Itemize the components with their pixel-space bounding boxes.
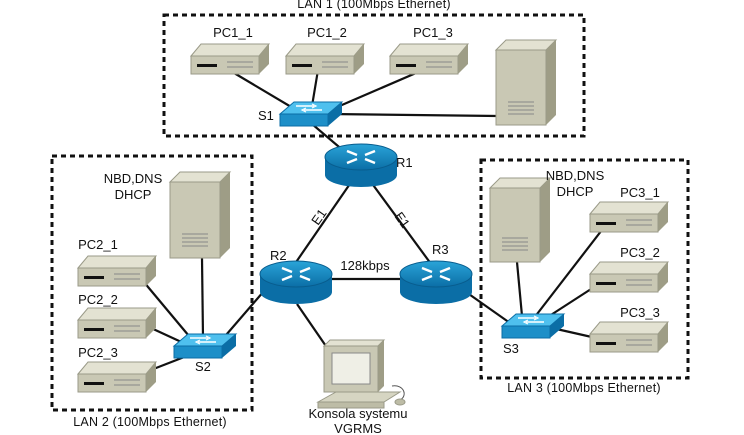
lan2-label: LAN 2 (100Mbps Ethernet): [73, 415, 227, 429]
server-lan2-label-line1: NBD,DNS: [103, 171, 163, 186]
router-r2-icon: [260, 261, 332, 304]
router-r3-icon: [400, 261, 472, 304]
switch-s2-label: S2: [195, 359, 211, 374]
pc2-3-label: PC2_3: [78, 345, 118, 360]
pc2-3-icon: [78, 362, 156, 392]
pc1-1-icon: [191, 44, 269, 74]
pc1-3-icon: [390, 44, 468, 74]
router-r1-icon: [325, 144, 397, 187]
pc3-2-label: PC3_2: [620, 245, 660, 260]
pc2-2-label: PC2_2: [78, 292, 118, 307]
console-label-line2: VGRMS: [334, 421, 382, 435]
switch-s1-label: S1: [258, 108, 274, 123]
pc1-2-label: PC1_2: [307, 25, 347, 40]
server-lan2-icon: [170, 172, 230, 258]
lan3-label: LAN 3 (100Mbps Ethernet): [507, 381, 661, 395]
console-label-line1: Konsola systemu: [308, 406, 408, 421]
server-lan1-icon: [496, 40, 556, 125]
link-r1-r3-label: E1: [391, 209, 413, 231]
switch-s3-icon: [502, 314, 564, 338]
switch-s1-icon: [280, 102, 342, 126]
pc2-1-label: PC2_1: [78, 237, 118, 252]
console-workstation-icon: [318, 340, 405, 408]
router-r2-label: R2: [270, 248, 287, 263]
pc3-3-icon: [590, 322, 668, 352]
router-r3-label: R3: [432, 242, 449, 257]
router-r1-label: R1: [396, 155, 413, 170]
pc1-2-icon: [286, 44, 364, 74]
pc2-2-icon: [78, 308, 156, 338]
pc2-1-icon: [78, 256, 156, 286]
pc1-3-label: PC1_3: [413, 25, 453, 40]
switch-s3-label: S3: [503, 341, 519, 356]
lan1-label: LAN 1 (100Mbps Ethernet): [297, 0, 451, 11]
link-r2-r3-label: 128kbps: [340, 258, 390, 273]
server-lan3-icon: [490, 178, 550, 262]
pc3-2-icon: [590, 262, 668, 292]
server-lan2-label-line2: DHCP: [114, 187, 152, 202]
switch-s2-icon: [174, 334, 236, 358]
link-r1-r2-label: E1: [308, 206, 330, 228]
server-lan3-label-line2: DHCP: [556, 184, 594, 199]
pc3-1-label: PC3_1: [620, 185, 660, 200]
server-lan3-label-line1: NBD,DNS: [545, 168, 605, 183]
pc3-3-label: PC3_3: [620, 305, 660, 320]
pc3-1-icon: [590, 202, 668, 232]
pc1-1-label: PC1_1: [213, 25, 253, 40]
